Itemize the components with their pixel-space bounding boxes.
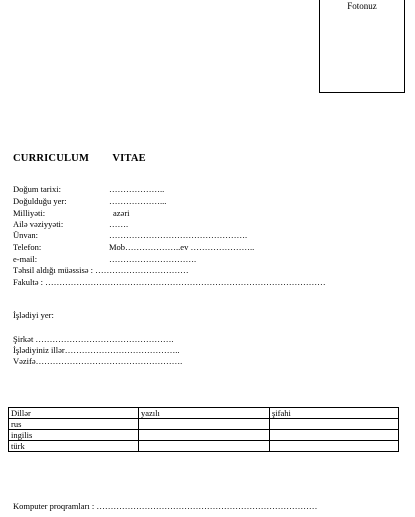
work-years-line: İşlədiyiniz illər…………………………………..: [13, 345, 180, 355]
spoken-cell: [270, 419, 399, 430]
language-cell: türk: [9, 441, 139, 452]
table-row: [9, 430, 399, 441]
faculty-line: Fakultə : ………………………………………………………………………………………: [13, 277, 326, 287]
header-spoken: şifahi: [270, 408, 399, 419]
header-languages: Dillər: [9, 408, 139, 419]
marital-status-label: Ailə vəziyyəti:: [13, 219, 64, 229]
document-title: CURRICULUM VITAE: [13, 153, 146, 164]
phone-label: Telefon:: [13, 242, 42, 252]
position-line: Vəzifə…………………………………………….: [13, 356, 183, 366]
header-written: yazılı: [139, 408, 270, 419]
birth-place-label: Doğulduğu yer:: [13, 196, 67, 206]
language-cell: rus: [9, 419, 139, 430]
computer-programs-line: Komputer proqramları : ……………………………………………………………………: [13, 501, 318, 511]
nationality-value: azəri: [113, 208, 130, 218]
languages-table: [8, 407, 399, 452]
table-header-row: [9, 408, 399, 419]
table-row: [9, 441, 399, 452]
work-heading: İşlədiyi yer:: [13, 310, 54, 320]
company-line: Şirkət ………………………………………….: [13, 334, 174, 344]
photo-placeholder: [319, 0, 405, 93]
spoken-cell: [270, 441, 399, 452]
birth-place-value: ………………...: [109, 196, 167, 206]
written-cell: [139, 441, 270, 452]
birth-date-value: ………………..: [109, 184, 165, 194]
birth-date-label: Doğum tarixi:: [13, 184, 61, 194]
written-cell: [139, 430, 270, 441]
email-value: ………………………….: [109, 254, 197, 264]
marital-status-value: …….: [109, 219, 129, 229]
spoken-cell: [270, 430, 399, 441]
school-line: Təhsil aldığı müəssisə : ……………………………: [13, 265, 189, 275]
address-value: ………………………………………….: [109, 230, 248, 240]
address-label: Ünvan:: [13, 230, 39, 240]
nationality-label: Milliyəti:: [13, 208, 46, 218]
email-label: e-mail:: [13, 254, 38, 264]
photo-label: Fotonuz: [347, 1, 377, 11]
phone-value: Mob………………..ev …………………..: [109, 242, 255, 252]
language-cell: ingilis: [9, 430, 139, 441]
written-cell: [139, 419, 270, 430]
table-row: [9, 419, 399, 430]
